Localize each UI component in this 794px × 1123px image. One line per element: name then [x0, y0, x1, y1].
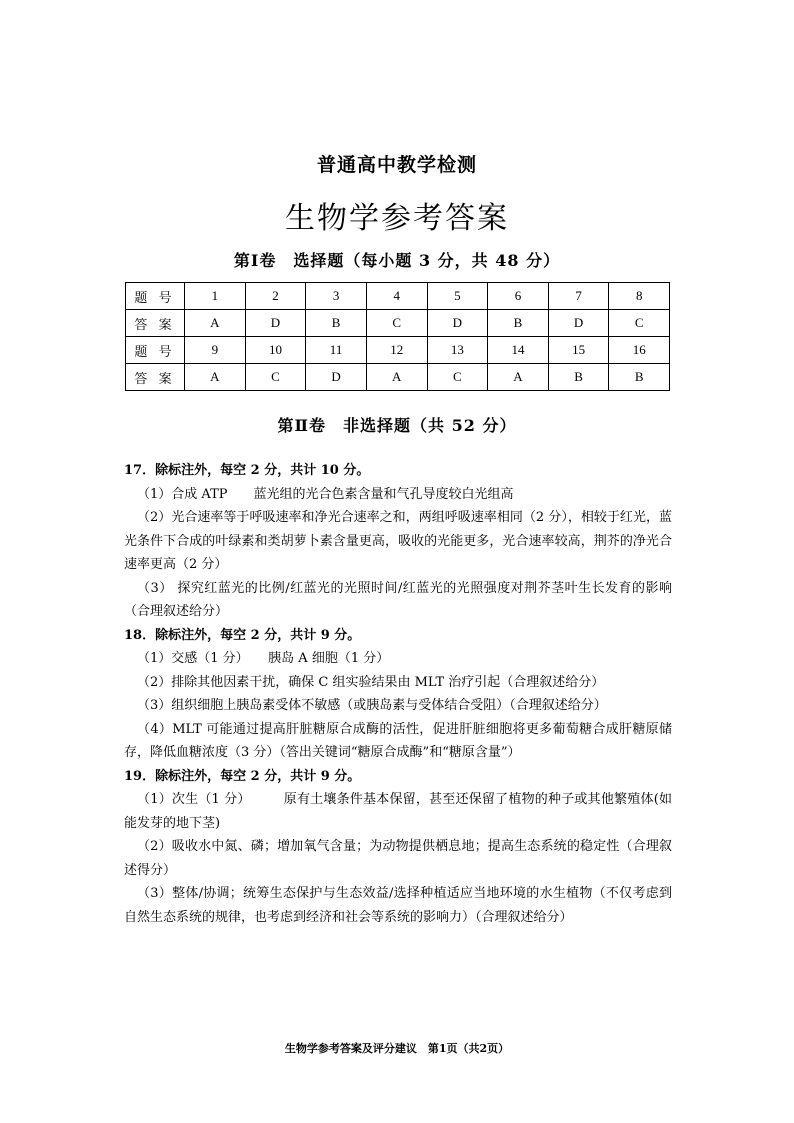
document-title: 普通高中教学检测 [316, 154, 477, 176]
q19-line: （1）次生（1 分） 原有土壤条件基本保留，甚至还保留了植物的种子或其他繁殖体(如能发芽的地下茎) [124, 792, 672, 831]
q17-line: （1）合成 ATP 蓝光组的光合色素含量和气孔导度较白光组高 [137, 486, 514, 502]
question-number: 16 [609, 337, 670, 364]
part2-heading: 第Ⅱ卷 非选择题（共 52 分） [277, 416, 517, 435]
q18-line: （1）交感（1 分） 胰岛 A 细胞（1 分） [137, 651, 390, 666]
q19-header: 19．除标注外，每空 2 分，共计 9 分。 [124, 768, 361, 784]
question-number: 15 [548, 337, 609, 364]
row-label-answer: 答 案 [126, 310, 185, 337]
q18-line: （3）组织细胞上胰岛素受体不敏感（或胰岛素与受体结合受阻）（合理叙述给分） [137, 698, 607, 713]
question-number: 6 [488, 283, 549, 310]
document-subtitle: 生物学参考答案 [285, 201, 509, 236]
answer-cell: D [306, 364, 367, 391]
answer-cell: A [185, 310, 246, 337]
answer-cell: A [488, 364, 549, 391]
answer-content [124, 459, 672, 929]
answer-cell: C [609, 310, 670, 337]
q18-header: 18．除标注外，每空 2 分，共计 9 分。 [124, 627, 361, 643]
table-row [126, 283, 670, 310]
answer-cell: C [245, 364, 306, 391]
q19-line: （3）整体/协调；统筹生态保护与生态效益/选择种植适应当地环境的水生植物（不仅考虑到自然生态系统的规律，也考虑到经济和社会等系统的影响力）（合理叙述给分） [124, 886, 672, 925]
answer-cell: A [185, 364, 246, 391]
table-row [126, 364, 670, 391]
question-number: 13 [427, 337, 488, 364]
answer-cell: C [427, 364, 488, 391]
answer-table [125, 282, 670, 391]
question-number: 4 [366, 283, 427, 310]
q19-line: （2）吸收水中氮、磷；增加氧气含量；为动物提供栖息地；提高生态系统的稳定性（合理叙述得分） [124, 839, 672, 878]
row-label-answer: 答 案 [126, 364, 185, 391]
question-number: 3 [306, 283, 367, 310]
q17-line: （3） 探究红蓝光的比例/红蓝光的光照时间/红蓝光的光照强度对荆芥茎叶生长发育的影响（合理叙述给分） [124, 580, 672, 619]
answer-cell: B [306, 310, 367, 337]
question-number: 7 [548, 283, 609, 310]
answer-cell: B [548, 364, 609, 391]
question-number: 10 [245, 337, 306, 364]
q18-line: （4）MLT 可能通过提高肝脏糖原合成酶的活性，促进肝脏细胞将更多葡萄糖合成肝糖原储存，降低血糖浓度（3 分）（答出关键词“糖原合成酶”和“糖原含量”） [124, 721, 672, 760]
answer-cell: D [245, 310, 306, 337]
question-number: 9 [185, 337, 246, 364]
answer-cell: D [548, 310, 609, 337]
page-footer: 生物学参考答案及评分建议 第1页（共2页） [284, 1042, 510, 1055]
part1-heading: 第Ⅰ卷 选择题（每小题 3 分，共 48 分） [233, 251, 561, 270]
question-number: 12 [366, 337, 427, 364]
row-label-number: 题 号 [126, 283, 185, 310]
q17-line: （2）光合速率等于呼吸速率和净光合速率之和，两组呼吸速率相同（2 分），相较于红光，蓝光条件下合成的叶绿素和类胡萝卜素含量更高，吸收的光能更多，光合速率较高，荆芥的净光合速率更高（2 分） [124, 510, 672, 572]
question-number: 14 [488, 337, 549, 364]
table-row [126, 337, 670, 364]
question-number: 5 [427, 283, 488, 310]
answer-cell: D [427, 310, 488, 337]
answer-cell: C [366, 310, 427, 337]
answer-cell: A [366, 364, 427, 391]
question-number: 1 [185, 283, 246, 310]
q17-header: 17．除标注外，每空 2 分，共计 10 分。 [124, 463, 370, 478]
q18-line: （2）排除其他因素干扰，确保 C 组实验结果由 MLT 治疗引起（合理叙述给分） [137, 674, 605, 690]
table-row [126, 310, 670, 337]
answer-cell: B [609, 364, 670, 391]
question-number: 8 [609, 283, 670, 310]
row-label-number: 题 号 [126, 337, 185, 364]
question-number: 11 [306, 337, 367, 364]
answer-cell: B [488, 310, 549, 337]
question-number: 2 [245, 283, 306, 310]
